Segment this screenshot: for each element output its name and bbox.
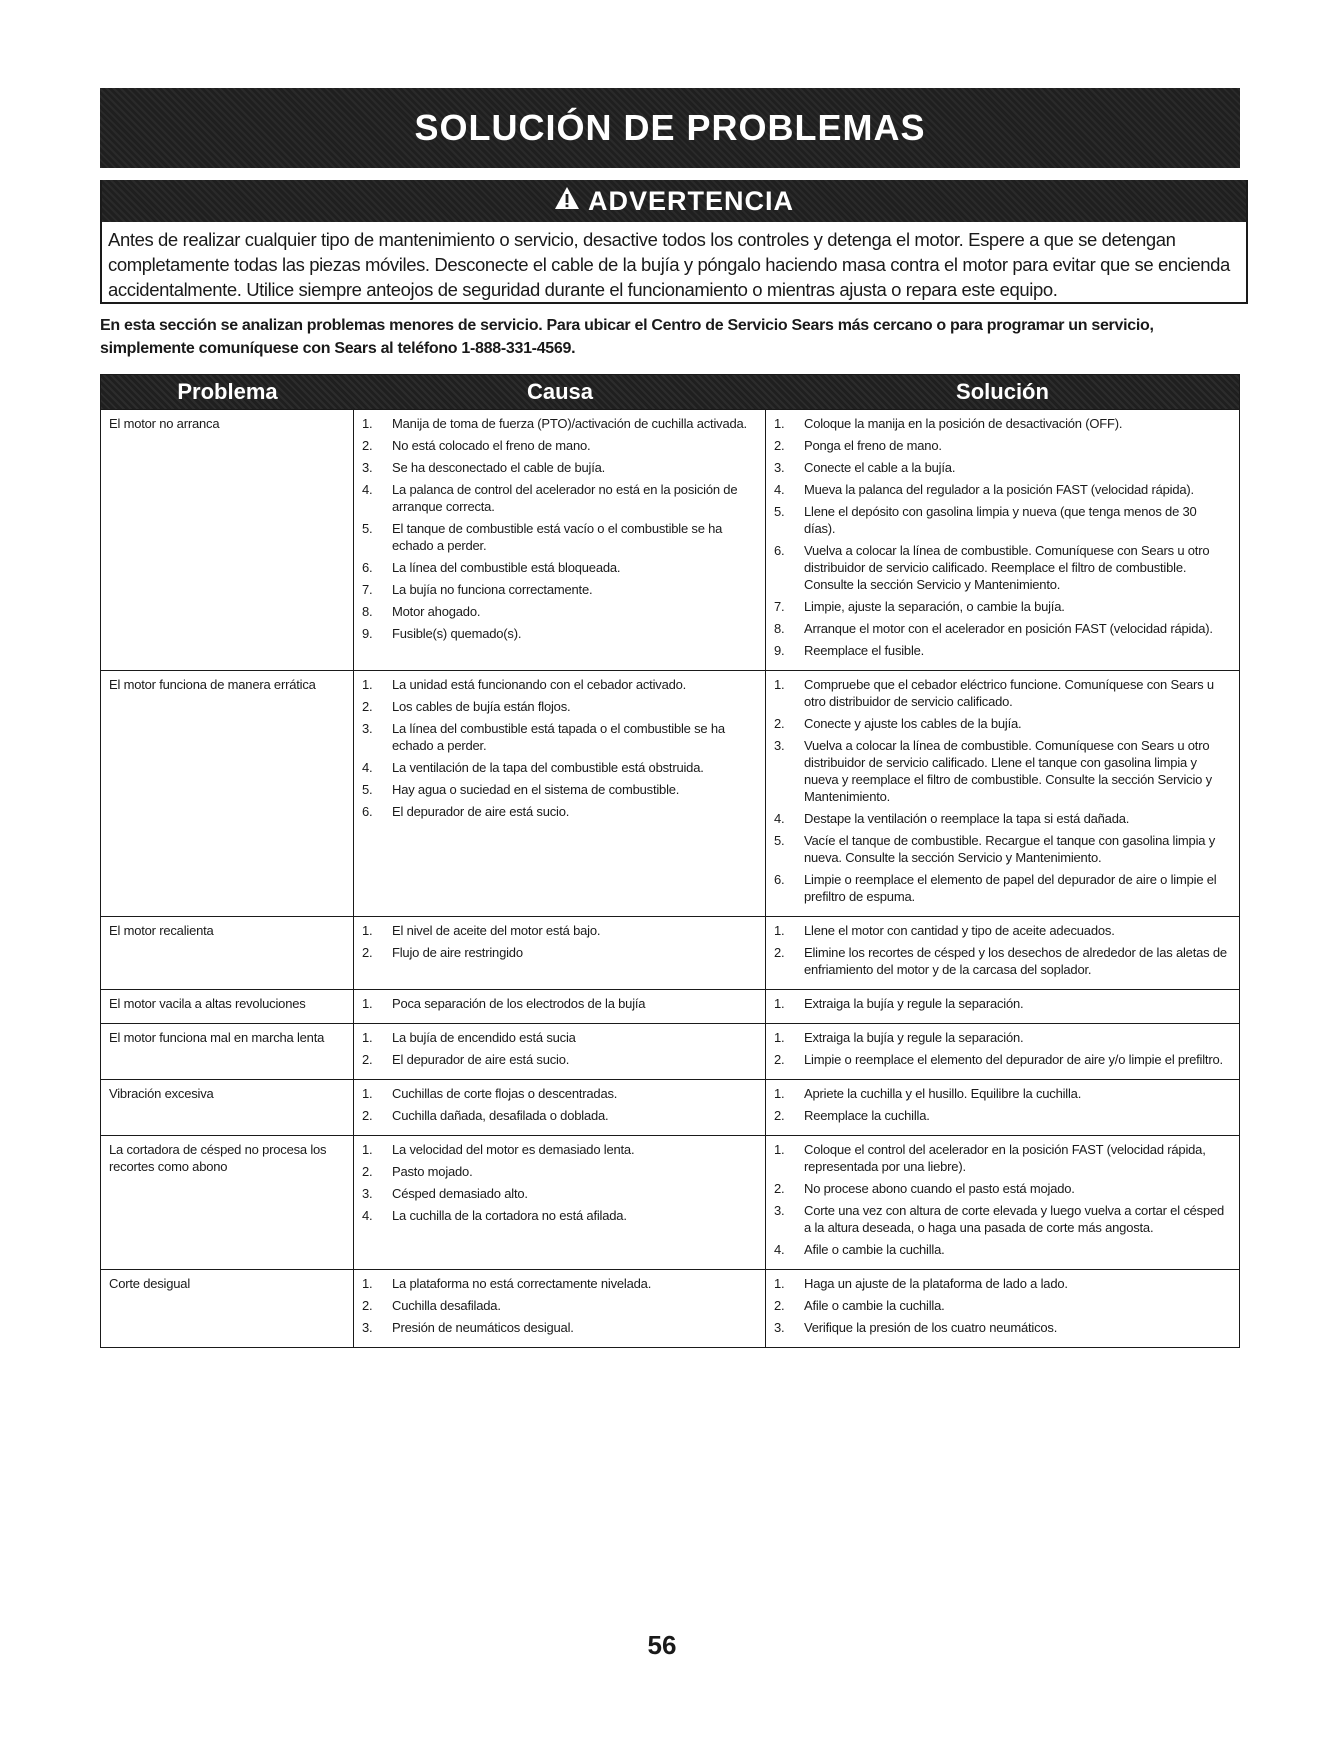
solution-number: 6. xyxy=(774,872,785,887)
solution-item xyxy=(774,810,1231,827)
solution-item xyxy=(774,1141,1231,1175)
cause-item xyxy=(362,1163,757,1180)
solution-item xyxy=(774,944,1231,978)
cause-number: 1. xyxy=(362,677,373,692)
section-title: SOLUCIÓN DE PROBLEMAS xyxy=(414,107,926,148)
table-row xyxy=(101,670,1239,916)
warning-text: Antes de realizar cualquier tipo de mantenimiento o servicio, desactive todos los controles y detenga el motor. Espere a que se detengan completamente todas las piezas móviles. Desconecte el cable de la bujía y póngalo haciendo masa contra el motor para evitar que se encienda accidentalmente. Utilice siempre anteojos de seguridad durante el funcionamiento o mientras ajusta o repara este equipo. xyxy=(108,229,1230,300)
cause-item xyxy=(362,437,757,454)
solution-item xyxy=(774,542,1231,593)
cause-item xyxy=(362,720,757,754)
cause-item xyxy=(362,481,757,515)
cause-cell xyxy=(354,671,766,916)
solution-text: Llene el motor con cantidad y tipo de aceite adecuados. xyxy=(804,923,1115,938)
solution-number: 4. xyxy=(774,1242,785,1257)
solution-text: Vuelva a colocar la línea de combustible. Comuníquese con Sears u otro distribuidor de servicio calificado. Reemplace el filtro de combustible. Consulte la sección Servicio y Mantenimiento. xyxy=(804,543,1210,592)
solution-item xyxy=(774,1051,1231,1068)
solution-cell xyxy=(766,410,1239,670)
cause-number: 1. xyxy=(362,1276,373,1291)
table-row xyxy=(101,1023,1239,1079)
cause-cell xyxy=(354,917,766,989)
solution-item xyxy=(774,871,1231,905)
solution-text: Vacíe el tanque de combustible. Recargue el tanque con gasolina limpia y nueva. Consulte la sección Servicio y Mantenimiento. xyxy=(804,833,1216,865)
cause-item xyxy=(362,1207,757,1224)
cause-text: La plataforma no está correctamente nivelada. xyxy=(392,1276,652,1291)
cause-number: 2. xyxy=(362,945,373,960)
cause-number: 5. xyxy=(362,521,373,536)
solution-number: 9. xyxy=(774,643,785,658)
cause-text: Pasto mojado. xyxy=(392,1164,473,1179)
cause-number: 1. xyxy=(362,1086,373,1101)
cause-item xyxy=(362,559,757,576)
solution-item xyxy=(774,676,1231,710)
cause-item xyxy=(362,603,757,620)
solution-text: Compruebe que el cebador eléctrico funcione. Comuníquese con Sears u otro distribuidor de servicio calificado. xyxy=(804,677,1214,709)
cause-text: Hay agua o suciedad en el sistema de combustible. xyxy=(392,782,680,797)
table-row xyxy=(101,409,1239,670)
cause-number: 6. xyxy=(362,804,373,819)
solution-text: Afile o cambie la cuchilla. xyxy=(804,1298,945,1313)
solution-number: 2. xyxy=(774,945,785,960)
cause-number: 7. xyxy=(362,582,373,597)
solution-text: Reemplace la cuchilla. xyxy=(804,1108,930,1123)
solution-number: 1. xyxy=(774,416,785,431)
cause-item xyxy=(362,944,757,961)
cause-item xyxy=(362,922,757,939)
cause-item xyxy=(362,1029,757,1046)
table-row xyxy=(101,1079,1239,1135)
solution-text: Extraiga la bujía y regule la separación. xyxy=(804,996,1024,1011)
solution-number: 4. xyxy=(774,482,785,497)
cause-cell xyxy=(354,1136,766,1269)
cause-item xyxy=(362,625,757,642)
cause-number: 5. xyxy=(362,782,373,797)
solution-item xyxy=(774,1085,1231,1102)
warning-header xyxy=(102,180,1246,222)
page-number: 56 xyxy=(647,1630,677,1660)
cause-text: Flujo de aire restringido xyxy=(392,945,523,960)
solution-text: Coloque la manija en la posición de desactivación (OFF). xyxy=(804,416,1123,431)
solution-item xyxy=(774,620,1231,637)
header-solution: Solución xyxy=(956,379,1049,404)
cause-number: 3. xyxy=(362,721,373,736)
cause-cell xyxy=(354,1270,766,1347)
cause-item xyxy=(362,459,757,476)
cause-item xyxy=(362,781,757,798)
cause-text: Los cables de bujía están flojos. xyxy=(392,699,571,714)
cause-item xyxy=(362,1107,757,1124)
solution-item xyxy=(774,503,1231,537)
cause-text: El depurador de aire está sucio. xyxy=(392,1052,570,1067)
solution-cell xyxy=(766,1270,1239,1347)
solution-text: Limpie o reemplace el elemento de papel del depurador de aire o limpie el prefiltro de espuma. xyxy=(804,872,1217,904)
cause-number: 1. xyxy=(362,1030,373,1045)
solution-text: Extraiga la bujía y regule la separación. xyxy=(804,1030,1024,1045)
solution-cell xyxy=(766,1080,1239,1135)
cause-item xyxy=(362,698,757,715)
cause-number: 2. xyxy=(362,1052,373,1067)
table-row xyxy=(101,916,1239,989)
solution-text: Afile o cambie la cuchilla. xyxy=(804,1242,945,1257)
intro-text: En esta sección se analizan problemas menores de servicio. Para ubicar el Centro de Servicio Sears más cercano o para programar un servicio, simplemente comuníquese con Sears al teléfono 1-888-331-4569. xyxy=(100,317,1154,357)
cause-number: 1. xyxy=(362,416,373,431)
cause-number: 2. xyxy=(362,1298,373,1313)
solution-item xyxy=(774,715,1231,732)
problem-cell: El motor funciona de manera errática xyxy=(101,671,354,916)
cause-number: 9. xyxy=(362,626,373,641)
solution-item xyxy=(774,832,1231,866)
cause-text: Fusible(s) quemado(s). xyxy=(392,626,522,641)
troubleshooting-table xyxy=(100,374,1240,1348)
cause-text: La cuchilla de la cortadora no está afilada. xyxy=(392,1208,627,1223)
solution-number: 1. xyxy=(774,923,785,938)
cause-number: 3. xyxy=(362,1320,373,1335)
solution-number: 3. xyxy=(774,460,785,475)
solution-cell xyxy=(766,671,1239,916)
cause-text: La ventilación de la tapa del combustible está obstruida. xyxy=(392,760,704,775)
cause-text: Motor ahogado. xyxy=(392,604,481,619)
solution-number: 7. xyxy=(774,599,785,614)
solution-item xyxy=(774,481,1231,498)
solution-number: 2. xyxy=(774,438,785,453)
warning-box xyxy=(100,180,1248,304)
solution-item xyxy=(774,1107,1231,1124)
cause-number: 2. xyxy=(362,699,373,714)
solution-text: Apriete la cuchilla y el husillo. Equilibre la cuchilla. xyxy=(804,1086,1082,1101)
solution-number: 1. xyxy=(774,677,785,692)
solution-number: 1. xyxy=(774,1276,785,1291)
cause-number: 1. xyxy=(362,923,373,938)
cause-text: La velocidad del motor es demasiado lenta. xyxy=(392,1142,635,1157)
cause-number: 4. xyxy=(362,482,373,497)
warning-title: ADVERTENCIA xyxy=(587,185,794,216)
solution-number: 2. xyxy=(774,1052,785,1067)
cause-text: No está colocado el freno de mano. xyxy=(392,438,591,453)
solution-text: No procese abono cuando el pasto está mojado. xyxy=(804,1181,1075,1196)
cause-text: El nivel de aceite del motor está bajo. xyxy=(392,923,601,938)
cause-text: Césped demasiado alto. xyxy=(392,1186,528,1201)
solution-text: Destape la ventilación o reemplace la tapa si está dañada. xyxy=(804,811,1130,826)
section-banner xyxy=(100,88,1240,168)
solution-number: 3. xyxy=(774,1320,785,1335)
cause-text: Cuchilla dañada, desafilada o doblada. xyxy=(392,1108,609,1123)
problem-cell: El motor recalienta xyxy=(101,917,354,989)
solution-text: Elimine los recortes de césped y los desechos de alrededor de las aletas de enfriamiento del motor y de la carcasa del soplador. xyxy=(804,945,1227,977)
solution-text: Haga un ajuste de la plataforma de lado a lado. xyxy=(804,1276,1068,1291)
cause-item xyxy=(362,1085,757,1102)
solution-number: 3. xyxy=(774,1203,785,1218)
solution-number: 2. xyxy=(774,1181,785,1196)
cause-item xyxy=(362,1297,757,1314)
solution-item xyxy=(774,1319,1231,1336)
cause-text: Manija de toma de fuerza (PTO)/activación de cuchilla activada. xyxy=(392,416,747,431)
cause-text: El depurador de aire está sucio. xyxy=(392,804,570,819)
solution-item xyxy=(774,737,1231,805)
header-cause: Causa xyxy=(526,379,594,404)
cause-item xyxy=(362,1051,757,1068)
solution-number: 2. xyxy=(774,716,785,731)
solution-item xyxy=(774,1029,1231,1046)
solution-cell xyxy=(766,917,1239,989)
problem-cell: El motor vacila a altas revoluciones xyxy=(101,990,354,1023)
cause-item xyxy=(362,1141,757,1158)
solution-number: 3. xyxy=(774,738,785,753)
cause-text: La palanca de control del acelerador no está en la posición de arranque correcta. xyxy=(392,482,738,514)
solution-cell xyxy=(766,1136,1239,1269)
cause-item xyxy=(362,415,757,432)
solution-text: Limpie o reemplace el elemento del depurador de aire y/o limpie el prefiltro. xyxy=(804,1052,1223,1067)
solution-text: Arranque el motor con el acelerador en posición FAST (velocidad rápida). xyxy=(804,621,1213,636)
cause-text: La bujía de encendido está sucia xyxy=(392,1030,576,1045)
cause-text: La línea del combustible está tapada o el combustible se ha echado a perder. xyxy=(392,721,725,753)
solution-text: Mueva la palanca del regulador a la posición FAST (velocidad rápida). xyxy=(804,482,1194,497)
solution-item xyxy=(774,1202,1231,1236)
cause-text: La unidad está funcionando con el cebador activado. xyxy=(392,677,687,692)
solution-text: Verifique la presión de los cuatro neumáticos. xyxy=(804,1320,1058,1335)
cause-number: 8. xyxy=(362,604,373,619)
cause-text: Presión de neumáticos desigual. xyxy=(392,1320,574,1335)
cause-cell xyxy=(354,990,766,1023)
solution-item xyxy=(774,598,1231,615)
cause-number: 4. xyxy=(362,1208,373,1223)
solution-text: Ponga el freno de mano. xyxy=(804,438,942,453)
solution-item xyxy=(774,437,1231,454)
cause-item xyxy=(362,676,757,693)
solution-number: 5. xyxy=(774,504,785,519)
table-row xyxy=(101,989,1239,1023)
cause-number: 4. xyxy=(362,760,373,775)
solution-number: 2. xyxy=(774,1298,785,1313)
solution-text: Reemplace el fusible. xyxy=(804,643,925,658)
solution-number: 6. xyxy=(774,543,785,558)
solution-number: 1. xyxy=(774,1030,785,1045)
cause-item xyxy=(362,1275,757,1292)
solution-item xyxy=(774,1241,1231,1258)
cause-number: 2. xyxy=(362,438,373,453)
problem-cell: La cortadora de césped no procesa los recortes como abono xyxy=(101,1136,354,1269)
cause-text: Poca separación de los electrodos de la bujía xyxy=(392,996,646,1011)
cause-number: 2. xyxy=(362,1164,373,1179)
solution-item xyxy=(774,1275,1231,1292)
problem-cell: El motor no arranca xyxy=(101,410,354,670)
cause-item xyxy=(362,759,757,776)
solution-number: 5. xyxy=(774,833,785,848)
warning-triangle-icon xyxy=(554,186,580,217)
solution-text: Limpie, ajuste la separación, o cambie la bujía. xyxy=(804,599,1065,614)
solution-item xyxy=(774,642,1231,659)
problem-cell: Vibración excesiva xyxy=(101,1080,354,1135)
cause-text: Cuchillas de corte flojas o descentradas. xyxy=(392,1086,618,1101)
cause-cell xyxy=(354,1024,766,1079)
solution-number: 1. xyxy=(774,1142,785,1157)
solution-number: 1. xyxy=(774,1086,785,1101)
cause-number: 3. xyxy=(362,460,373,475)
solution-item xyxy=(774,1297,1231,1314)
table-header xyxy=(101,375,1239,409)
cause-number: 2. xyxy=(362,1108,373,1123)
solution-text: Corte una vez con altura de corte elevada y luego vuelva a cortar el césped a la altura deseada, o haga una pasada de corte más angosta. xyxy=(804,1203,1225,1235)
solution-item xyxy=(774,995,1231,1012)
solution-text: Conecte el cable a la bujía. xyxy=(804,460,956,475)
cause-number: 3. xyxy=(362,1186,373,1201)
solution-item xyxy=(774,1180,1231,1197)
table-row xyxy=(101,1269,1239,1347)
cause-text: Se ha desconectado el cable de bujía. xyxy=(392,460,606,475)
cause-text: La línea del combustible está bloqueada. xyxy=(392,560,621,575)
solution-number: 8. xyxy=(774,621,785,636)
solution-number: 1. xyxy=(774,996,785,1011)
solution-item xyxy=(774,922,1231,939)
cause-item xyxy=(362,581,757,598)
problem-cell: Corte desigual xyxy=(101,1270,354,1347)
table-body xyxy=(101,409,1239,1347)
cause-cell xyxy=(354,410,766,670)
solution-number: 4. xyxy=(774,811,785,826)
solution-cell xyxy=(766,990,1239,1023)
cause-number: 6. xyxy=(362,560,373,575)
cause-cell xyxy=(354,1080,766,1135)
problem-cell: El motor funciona mal en marcha lenta xyxy=(101,1024,354,1079)
cause-text: La bujía no funciona correctamente. xyxy=(392,582,593,597)
cause-item xyxy=(362,1185,757,1202)
solution-text: Coloque el control del acelerador en la posición FAST (velocidad rápida, representada por una liebre). xyxy=(804,1142,1206,1174)
cause-item xyxy=(362,803,757,820)
header-problem: Problema xyxy=(177,379,278,404)
solution-text: Conecte y ajuste los cables de la bujía. xyxy=(804,716,1022,731)
solution-text: Llene el depósito con gasolina limpia y nueva (que tenga menos de 30 días). xyxy=(804,504,1197,536)
cause-item xyxy=(362,1319,757,1336)
cause-item xyxy=(362,995,757,1012)
cause-text: El tanque de combustible está vacío o el combustible se ha echado a perder. xyxy=(392,521,723,553)
cause-number: 1. xyxy=(362,996,373,1011)
solution-item xyxy=(774,459,1231,476)
cause-text: Cuchilla desafilada. xyxy=(392,1298,501,1313)
solution-number: 2. xyxy=(774,1108,785,1123)
solution-text: Vuelva a colocar la línea de combustible. Comuníquese con Sears u otro distribuidor de servicio calificado. Llene el tanque con gasolina limpia y nueva y reemplace el filtro de combustible. Consulte la sección Servicio y Mantenimiento. xyxy=(804,738,1212,804)
cause-item xyxy=(362,520,757,554)
solution-cell xyxy=(766,1024,1239,1079)
cause-number: 1. xyxy=(362,1142,373,1157)
solution-item xyxy=(774,415,1231,432)
table-row xyxy=(101,1135,1239,1269)
